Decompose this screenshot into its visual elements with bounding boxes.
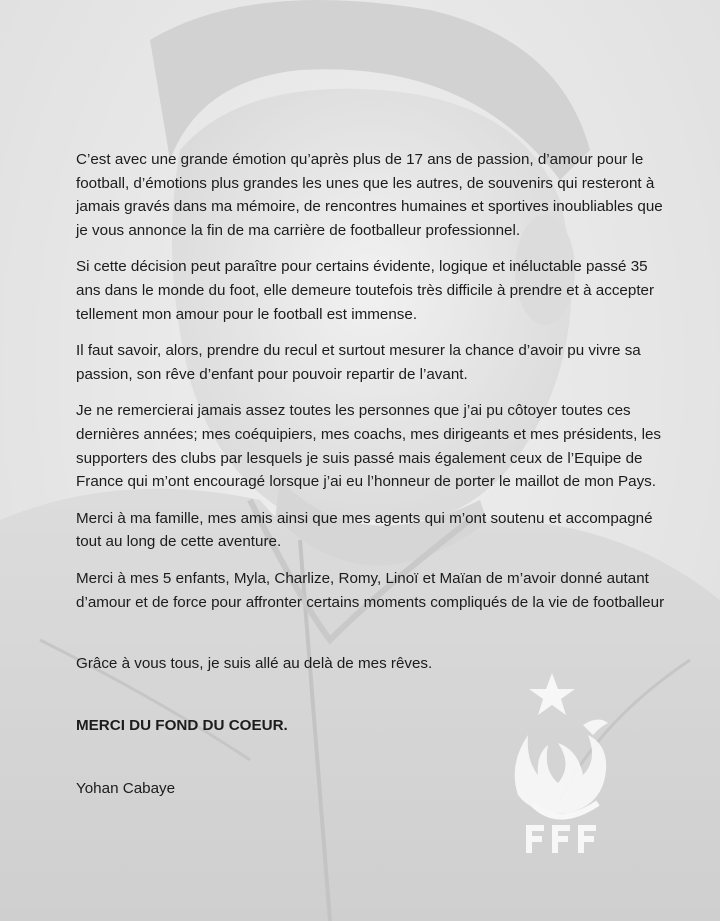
- paragraph-perspective: Il faut savoir, alors, prendre du recul et surtout mesurer la chance d’avoir pu vivre sa passion, son rêve d’enfant pour pouvoir repartir de l’avant.: [76, 342, 641, 383]
- gratitude-line: Grâce à vous tous, je suis allé au delà de mes rêves.: [76, 655, 433, 673]
- paragraph-thanks-family: Merci à ma famille, mes amis ainsi que mes agents qui m’ont soutenu et accompagné tout au long de cette aventure.: [76, 509, 653, 551]
- paragraph-announcement: C’est avec une grande émotion qu’après plus de 17 ans de passion, d’amour pour le football, d’émotions plus grandes les unes que les autres, de souvenirs qui resteront à jamais gravés dans ma mémoire, de rencontres humaines et sportives inoubliables que je vous annonce la fin de ma carrière de footballeur professionnel.: [76, 151, 663, 239]
- paragraph-thanks-people: Je ne remercierai jamais assez toutes les personnes que j’ai pu côtoyer toutes ces dernières années; mes coéquipiers, mes coachs, mes dirigeants et mes présidents, les supporters des clubs par lesquels je suis passé mais également ceux de l’Equipe de France qui m’ont encouragé lorsque j’ai eu l’honneur de porter le maillot de mon Pays.: [76, 402, 662, 491]
- paragraph-thanks-children: Merci à mes 5 enfants, Myla, Charlize, Romy, Linoï et Maïan de m’avoir donné autant d’amour et de force pour affronter certains moments compliqués de la vie de footballeur: [76, 569, 665, 611]
- paragraph-decision: Si cette décision peut paraître pour certains évidente, logique et inéluctable passé 35 ans dans le monde du foot, elle demeure toutefois très difficile à prendre et à accepter tellement mon amour pour le football est immense.: [76, 258, 655, 323]
- retirement-letter: [76, 148, 676, 814]
- crest-fff-lettering: [526, 825, 596, 853]
- signature: Yohan Cabaye: [76, 780, 176, 798]
- closing-line: MERCI DU FOND DU COEUR.: [76, 716, 288, 734]
